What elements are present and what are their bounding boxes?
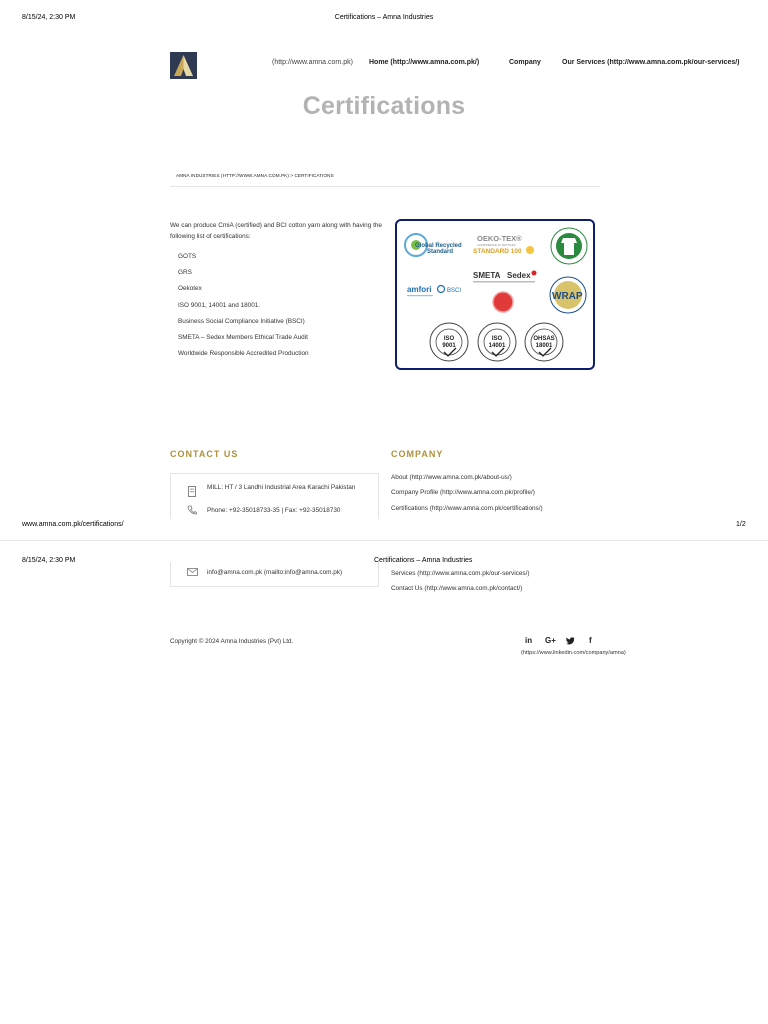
amfori-bsci-badge (407, 285, 461, 296)
smeta-text: SMETA (473, 271, 501, 280)
ohsas-18001-badge (525, 323, 563, 361)
breadcrumb-divider (170, 186, 600, 187)
print-title-2: Certifications – Amna Industries (374, 557, 473, 564)
company-heading: COMPANY (391, 449, 444, 459)
nav-home[interactable]: Home (http://www.amna.com.pk/) (369, 59, 480, 66)
list-item: GOTS (178, 253, 197, 260)
linkedin-icon[interactable]: in (525, 636, 533, 645)
wrap-text: WRAP (552, 291, 583, 302)
wrap-badge (550, 277, 586, 313)
list-item: SMETA – Sedex Members Ethical Trade Audit (178, 333, 308, 341)
contact-address: MILL: HT / 3 Landhi Industrial Area Karachi Pakistan (207, 484, 356, 491)
page-break (0, 540, 768, 541)
phone-icon (187, 505, 197, 515)
contact-heading: CONTACT US (170, 449, 239, 459)
iso3-top: OHSAS (533, 336, 555, 342)
iso-9001-badge (430, 323, 468, 361)
smeta-sedex-badge (473, 271, 537, 283)
oeko-line3: STANDARD 100 (473, 248, 522, 255)
twitter-icon[interactable] (566, 637, 575, 645)
list-item: Business Social Compliance Initiative (BSCI) (178, 317, 305, 325)
company-link-services[interactable]: Services (http://www.amna.com.pk/our-services/) (391, 570, 530, 577)
logo-link-text[interactable]: (http://www.amna.com.pk) (272, 59, 353, 66)
gots-badge (551, 228, 587, 264)
copyright-text: Copyright © 2024 Amna Industries (Pvt) Ltd. (170, 638, 294, 645)
company-link-contact[interactable]: Contact Us (http://www.amna.com.pk/contact/) (391, 585, 523, 592)
sedex-text: Sedex (507, 271, 531, 280)
social-urls[interactable]: (https://www.linkedin.com/company/amna) (521, 650, 626, 656)
google-plus-icon[interactable]: G+ (545, 636, 556, 645)
print-datetime-2: 8/15/24, 2:30 PM (22, 557, 76, 564)
nav-services[interactable]: Our Services (http://www.amna.com.pk/our-services/) (562, 59, 740, 66)
amna-logo[interactable] (170, 52, 197, 79)
bsci-text: BSCI (447, 288, 462, 294)
iso3-num: 18001 (535, 343, 553, 349)
print-page-number: 1/2 (736, 521, 746, 528)
print-title: Certifications – Amna Industries (334, 14, 434, 21)
company-link-profile[interactable]: Company Profile (http://www.amna.com.pk/profile/) (391, 489, 535, 496)
building-icon (187, 486, 197, 497)
nav-company[interactable]: Company (509, 59, 541, 66)
oeko-tex-badge (473, 234, 534, 255)
print-datetime: 8/15/24, 2:30 PM (22, 14, 76, 21)
list-item: Worldwide Responsible Accredited Production (178, 350, 309, 358)
mail-icon (187, 568, 198, 576)
grs-line2: Standard (427, 249, 454, 255)
iso1-num: 9001 (442, 343, 456, 349)
iso2-num: 14001 (488, 343, 506, 349)
contact-phone[interactable]: Phone: +92-35018733-35 | Fax: +92-35018730 (207, 507, 341, 514)
list-item: Oekotex (178, 285, 202, 293)
list-item: ISO 9001, 14001 and 18001. (178, 301, 261, 309)
certification-badges-image (395, 219, 595, 370)
oeko-line1: OEKO-TEX® (477, 234, 522, 243)
iso1-top: ISO (443, 336, 455, 342)
list-item: GRS (178, 269, 192, 277)
red-seal-badge (493, 292, 513, 312)
grs-line1: Global Recycled (415, 243, 462, 249)
facebook-icon[interactable]: f (589, 636, 592, 645)
iso2-top: ISO (491, 336, 503, 342)
certification-list (178, 252, 309, 365)
print-url: www.amna.com.pk/certifications/ (22, 521, 124, 528)
breadcrumb[interactable]: AMNA INDUSTRIES (HTTP://WWW.AMNA.COM.PK) > CERTIFICATIONS (176, 173, 334, 178)
contact-email[interactable]: info@amna.com.pk (mailto:info@amna.com.pk) (207, 569, 343, 576)
grs-badge (405, 234, 462, 256)
amfori-text: amfori (407, 285, 432, 294)
oeko-line2: CONFIDENCE IN TEXTILES (477, 243, 516, 247)
company-link-about[interactable]: About (http://www.amna.com.pk/about-us/) (391, 474, 512, 481)
company-link-certifications[interactable]: Certifications (http://www.amna.com.pk/certifications/) (391, 505, 543, 512)
iso-14001-badge (478, 323, 516, 361)
page-title: Certifications (302, 92, 466, 120)
intro-paragraph: We can produce CmiA (certified) and BCI cotton yarn along with having the following list of certifications: (170, 222, 382, 240)
